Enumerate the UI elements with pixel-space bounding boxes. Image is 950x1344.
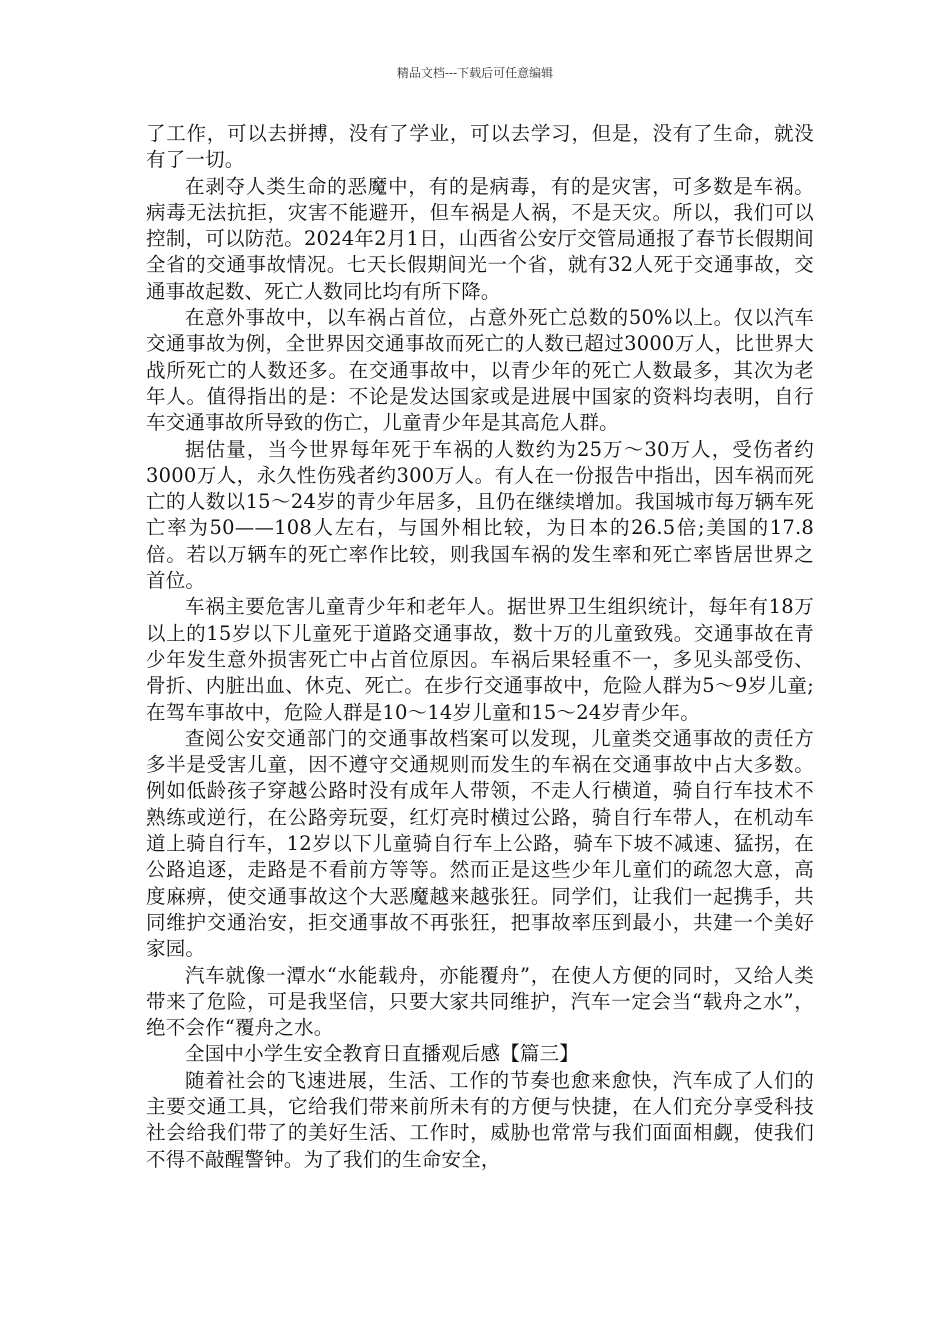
page-header: 精品文档---下载后可任意编辑 — [396, 66, 554, 80]
section-heading-part-three: 全国中小学生安全教育日直播观后感【篇三】 — [185, 1042, 580, 1066]
document-body — [146, 121, 814, 1173]
paragraph-car-like-water: 汽车就像一潭水“水能载舟，亦能覆舟”，在使人方便的同时，又给人类带来了危险，可是我坚信，只要大家共同维护，汽车一定会当“载舟之水”，绝不会作“覆舟之水。 — [146, 963, 814, 1040]
paragraph-police-archives: 查阅公安交通部门的交通事故档案可以发现，儿童类交通事故的责任方多半是受害儿童，因不遵守交通规则而发生的车祸在交通事故中占大多数。例如低龄孩子穿越公路时没有成年人带领，不走人行横道，骑自行车技术不熟练或逆行，在公路旁玩耍，红灯亮时横过公路，骑自行车带人，在机动车道上骑自行车，12岁以下儿童骑自行车上公路，骑车下坡不减速、猛拐，在公路追逐，走路是不看前方等等。然而正是这些少年儿童们的疏忽大意，高度麻痹，使交通事故这个大恶魔越来越张狂。同学们，让我们一起携手，共同维护交通治安，拒交通事故不再张狂，把事故率压到最小，共建一个美好家园。 — [146, 726, 814, 961]
paragraph-continuation: 了工作，可以去拼搏，没有了学业，可以去学习，但是，没有了生命，就没有了一切。 — [146, 122, 814, 172]
paragraph-accident-statistics: 在意外事故中，以车祸占首位，占意外死亡总数的50%以上。仅以汽车交通事故为例，全世界因交通事故而死亡的人数已超过3000万人，比世界大战所死亡的人数还多。在交通事故中，以青少年的死亡人数最多，其次为老年人。值得指出的是：不论是发达国家或是进展中国家的资料均表明，自行车交通事故所导致的伤亡，儿童青少年是其高危人群。 — [146, 306, 814, 435]
paragraph-accident-demons: 在剥夺人类生命的恶魔中，有的是病毒，有的是灾害，可多数是车祸。病毒无法抗拒，灾害不能避开，但车祸是人祸，不是天灾。所以，我们可以控制，可以防范。2024年2月1日，山西省公安厅交管局通报了春节长假期间全省的交通事故情况。七天长假期间光一个省，就有32人死于交通事故，交通事故起数、死亡人数同比均有所下降。 — [146, 174, 814, 303]
paragraph-estimates: 据估量，当今世界每年死于车祸的人数约为25万～30万人，受伤者约3000万人，永久性伤残者约300万人。有人在一份报告中指出，因车祸而死亡的人数以15～24岁的青少年居多，且仍在继续增加。我国城市每万辆车死亡率为50——108人左右，与国外相比较，为日本的26.5倍;美国的17.8倍。若以万辆车的死亡率作比较，则我国车祸的发生率和死亡率皆居世界之首位。 — [146, 437, 814, 593]
paragraph-youth-hazard: 车祸主要危害儿童青少年和老年人。据世界卫生组织统计，每年有18万以上的15岁以下儿童死于道路交通事故，数十万的儿童致残。交通事故在青少年发生意外损害死亡中占首位原因。车祸后果轻重不一，多见头部受伤、骨折、内脏出血、休克、死亡。在步行交通事故中，危险人群为5～9岁儿童;在驾车事故中，危险人群是10～14岁儿童和15～24岁青少年。 — [146, 595, 814, 724]
paragraph-social-development: 随着社会的飞速进展，生活、工作的节奏也愈来愈快，汽车成了人们的主要交通工具，它给我们带来前所未有的方便与快捷，在人们充分享受科技社会给我们带了的美好生活、工作时，威胁也常常与我们面面相觑，使我们不得不敲醒警钟。为了我们的生命安全， — [146, 1068, 814, 1171]
